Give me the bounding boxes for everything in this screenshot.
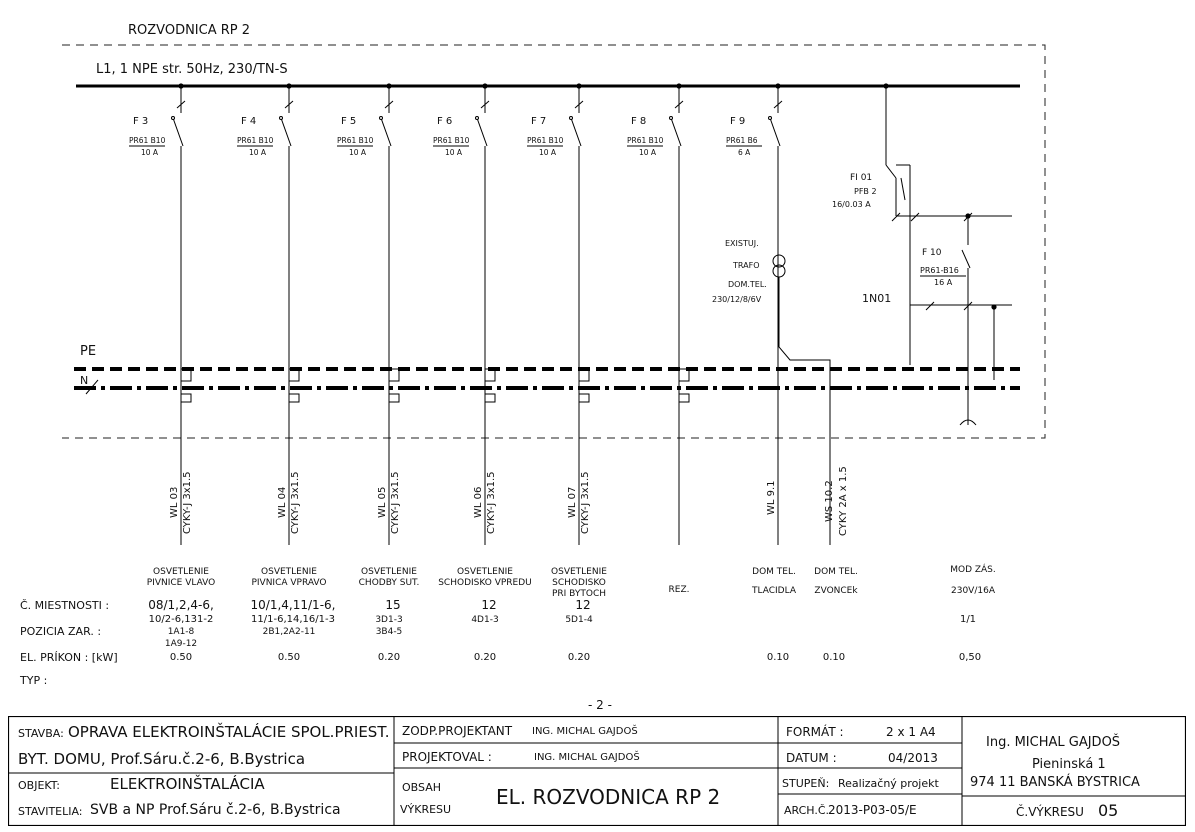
row-label-rooms: Č. MIESTNOSTI : <box>20 599 110 612</box>
cable-type: CYKY-J 3x1.5 <box>290 471 301 534</box>
trafo-line-2: TRAFO <box>733 261 760 270</box>
cable-type: CYKY-J 3x1.5 <box>390 471 401 534</box>
circuit-desc: SCHODISKO <box>552 578 606 588</box>
breaker-id: F 7 <box>531 116 547 127</box>
trafo-line-1: EXISTUJ. <box>725 239 759 248</box>
circuit-pos: 4D1-3 <box>471 615 499 625</box>
zodp-value: ING. MICHAL GAJDOŠ <box>532 726 638 737</box>
fi-section <box>832 83 1012 425</box>
n-tap <box>289 394 299 402</box>
circuit-rooms: 10/2-6,131-2 <box>148 614 214 625</box>
circuit-desc: SCHODISKO VPREDU <box>438 578 532 588</box>
line-tick <box>926 302 934 310</box>
circuit-power: 0.50 <box>277 652 301 663</box>
breaker-contact <box>281 118 291 146</box>
breaker-rating: 6 A <box>738 148 751 157</box>
breaker-contact <box>173 118 183 146</box>
fi-id: FI 01 <box>850 173 873 183</box>
cable-id: WL 07 <box>567 486 578 518</box>
n01-label: 1N01 <box>862 292 892 305</box>
n-tap <box>181 394 191 402</box>
breaker-rating: 10 A <box>141 148 159 157</box>
breaker-rating: 10 A <box>539 148 557 157</box>
circuit-pos: 1A1-8 <box>167 627 195 637</box>
socket-power: 0,50 <box>958 652 982 663</box>
circuit-power: 0.10 <box>766 652 790 663</box>
breaker-type: PR61 B10 <box>129 136 166 145</box>
circuit-desc: DOM TEL. <box>752 567 796 577</box>
f10-type: PR61-B16 <box>920 266 959 275</box>
circuit-desc: OSVETLENIE <box>261 567 317 577</box>
cable-id: WL 03 <box>169 486 180 518</box>
socket-desc-1: MOD ZÁS. <box>950 565 996 575</box>
stavitelia-label: STAVITELIA: <box>18 805 83 818</box>
circuit-pos: 3B4-5 <box>375 627 403 637</box>
n-tap <box>485 394 495 402</box>
trafo-line-3: DOM.TEL. <box>728 280 767 289</box>
circuit-desc: OSVETLENIE <box>361 567 417 577</box>
stavitelia-value: SVB a NP Prof.Sáru č.2-6, B.Bystrica <box>90 802 341 818</box>
breaker-id: F 6 <box>437 116 453 127</box>
n-tap <box>579 394 589 402</box>
ws-cable-id: WS 10.2 <box>824 480 835 522</box>
row-label-pos: POZICIA ZAR. : <box>20 625 102 638</box>
drawing-title: EL. ROZVODNICA RP 2 <box>496 785 721 809</box>
ws-desc-2: ZVONCEk <box>814 586 858 596</box>
breaker-type: PR61 B10 <box>337 136 374 145</box>
circuit-pos: 1A9-12 <box>164 639 198 649</box>
breaker-rating: 10 A <box>349 148 367 157</box>
circuit-pos: 3D1-3 <box>375 615 403 625</box>
cvykresu-label: Č.VÝKRESU <box>1016 805 1084 819</box>
breaker-type: PR61 B10 <box>237 136 274 145</box>
projektoval-value: ING. MICHAL GAJDOŠ <box>534 752 640 763</box>
circuit-power: 0.50 <box>169 652 193 663</box>
breaker-pivot <box>380 117 383 120</box>
datum-value: 04/2013 <box>888 751 938 765</box>
row-label-typ: TYP : <box>20 674 48 687</box>
ws-desc-1: DOM TEL. <box>814 567 858 577</box>
breaker-pivot <box>769 117 772 120</box>
fi-type: PFB 2 <box>854 187 877 196</box>
circuit-desc: REZ. <box>668 585 690 595</box>
n-tap <box>679 394 689 402</box>
circuit-rooms: 08/1,2,4-6, <box>148 598 214 612</box>
breaker-rating: 10 A <box>445 148 463 157</box>
page-number: - 2 - <box>588 698 612 712</box>
circuit-desc: OSVETLENIE <box>457 567 513 577</box>
vykresu-label: VÝKRESU <box>400 803 452 816</box>
circuit-rooms: 12 <box>481 598 497 612</box>
circuit-desc: TLACIDLA <box>752 586 796 596</box>
breaker-id: F 8 <box>631 116 647 127</box>
cable-id: WL 9.1 <box>766 480 777 515</box>
breaker-type: PR61 B10 <box>433 136 470 145</box>
cable-id: WL 05 <box>377 486 388 518</box>
breaker-rating: 10 A <box>249 148 267 157</box>
breaker-contact <box>477 118 487 146</box>
projektoval-label: PROJEKTOVAL : <box>402 750 492 764</box>
stavba-value-2: BYT. DOMU, Prof.Sáru.č.2-6, B.Bystrica <box>18 750 306 768</box>
breaker-id: F 5 <box>341 116 357 127</box>
breaker-pivot <box>670 117 673 120</box>
circuit-power: 0.20 <box>473 652 497 663</box>
circuit-desc: OSVETLENIE <box>551 567 607 577</box>
breaker-type: PR61 B10 <box>627 136 664 145</box>
enclosure-outline <box>62 45 1045 438</box>
arch-value: 2013-P03-05/E <box>828 803 917 817</box>
cvykresu-value: 05 <box>1098 801 1119 820</box>
breaker-id: F 4 <box>241 116 257 127</box>
zodp-label: ZODP.PROJEKTANT <box>402 724 513 738</box>
circuit-pos: 5D1-4 <box>565 615 593 625</box>
circuit-desc: PRI BYTOCH <box>551 589 607 599</box>
format-label: FORMÁT : <box>786 725 844 739</box>
n-label: N <box>80 374 89 387</box>
breaker-pivot <box>570 117 573 120</box>
format-value: 2 x 1 A4 <box>886 725 936 739</box>
circuit-desc: PIVNICE VLAVO <box>146 578 216 588</box>
breaker-rating: 10 A <box>639 148 657 157</box>
n-tap <box>389 394 399 402</box>
datum-label: DATUM : <box>786 751 837 765</box>
stavba-label: STAVBA: <box>18 727 64 740</box>
ws-cable-type: CYKY 2A x 1.5 <box>838 466 849 536</box>
panel-title: ROZVODNICA RP 2 <box>128 23 251 38</box>
circuit-desc: PIVNICA VPRAVO <box>251 578 327 588</box>
breaker-type: PR61 B10 <box>527 136 564 145</box>
company-street: Pieninská 1 <box>1032 757 1106 772</box>
socket-desc-2: 230V/16A <box>951 586 995 596</box>
cable-type: CYKY-J 3x1.5 <box>486 471 497 534</box>
stavba-value: OPRAVA ELEKTROINŠTALÁCIE SPOL.PRIEST. <box>68 723 390 741</box>
circuit-desc: OSVETLENIE <box>153 567 209 577</box>
cable-id: WL 06 <box>473 486 484 518</box>
trafo-line-4: 230/12/8/6V <box>712 295 762 304</box>
company-name: Ing. MICHAL GAJDOŠ <box>986 735 1121 750</box>
circuit-rooms: 10/1,4,11/1-6, <box>250 598 336 612</box>
breaker-id: F 3 <box>133 116 149 127</box>
stupen-value: Realizačný projekt <box>838 777 939 790</box>
objekt-label: OBJEKT: <box>18 779 60 792</box>
socket-pos: 1/1 <box>959 614 977 625</box>
breaker-contact <box>770 118 780 146</box>
breaker-contact <box>671 118 681 146</box>
circuit-power: 0.20 <box>377 652 401 663</box>
stupen-label: STUPEŇ: <box>782 777 830 790</box>
f10-id: F 10 <box>922 248 942 258</box>
circuit-pos: 2B1,2A2-11 <box>262 627 316 637</box>
breaker-type: PR61 B6 <box>726 136 758 145</box>
circuit-power: 0.20 <box>567 652 591 663</box>
breaker-id: F 9 <box>730 116 746 127</box>
cable-type: CYKY-J 3x1.5 <box>580 471 591 534</box>
breaker-pivot <box>280 117 283 120</box>
company-city: 974 11 BANSKÁ BYSTRICA <box>970 775 1140 790</box>
circuit-desc: CHODBY SUT. <box>358 578 420 588</box>
pe-label: PE <box>80 344 97 359</box>
fi-rating: 16/0.03 A <box>832 200 871 209</box>
circuit-rooms: 15 <box>385 598 401 612</box>
breaker-pivot <box>172 117 175 120</box>
arch-label: ARCH.Č. <box>784 804 830 817</box>
breaker-contact <box>571 118 581 146</box>
circuit-rooms: 12 <box>575 598 591 612</box>
ws-power: 0.10 <box>822 652 846 663</box>
row-label-power: EL. PRÍKON : [kW] <box>20 651 118 664</box>
line-tick <box>911 213 919 221</box>
breaker-contact <box>381 118 391 146</box>
obsah-label: OBSAH <box>402 781 441 794</box>
bus-label: L1, 1 NPE str. 50Hz, 230/TN-S <box>96 62 288 77</box>
title-block <box>8 716 1186 826</box>
cable-type: CYKY-J 3x1.5 <box>182 471 193 534</box>
cable-id: WL 04 <box>277 486 288 518</box>
f10-rating: 16 A <box>934 278 953 287</box>
breaker-pivot <box>476 117 479 120</box>
circuit-rooms: 11/1-6,14,16/1-3 <box>251 614 335 625</box>
objekt-value: ELEKTROINŠTALÁCIA <box>110 775 265 793</box>
